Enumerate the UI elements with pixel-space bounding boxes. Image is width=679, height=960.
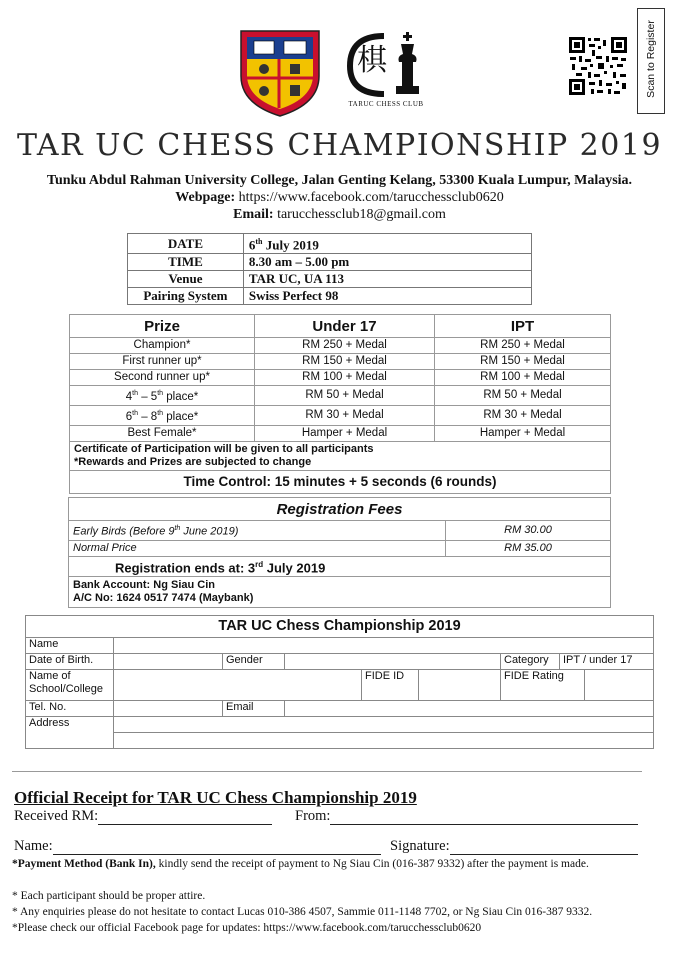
- prize-notes-row: [70, 441, 611, 470]
- registration-ends-row: [69, 556, 611, 576]
- scan-to-register-label: Scan to Register: [645, 20, 657, 98]
- table-row: [70, 405, 611, 425]
- prize-col-header: Prize: [70, 315, 255, 338]
- dob-label: Date of Birth.: [26, 654, 114, 670]
- form-row-dob: [26, 654, 654, 670]
- event-row-time: [128, 254, 532, 271]
- cut-line: [12, 771, 642, 772]
- name-label: Name: [26, 638, 114, 654]
- gender-field[interactable]: [285, 654, 501, 670]
- event-info-table: [127, 233, 532, 305]
- table-row: [70, 354, 611, 370]
- prize-under17: RM 50 + Medal: [255, 386, 435, 406]
- webpage-label: Webpage:: [175, 190, 236, 205]
- prize-ipt: RM 50 + Medal: [435, 386, 611, 406]
- table-row: [69, 521, 611, 541]
- signature-field[interactable]: [450, 840, 638, 855]
- webpage-link[interactable]: https://www.facebook.com/tarucchessclub0620: [238, 190, 504, 205]
- date-label: DATE: [128, 234, 244, 254]
- normal-price: RM 35.00: [446, 540, 611, 556]
- email-link[interactable]: tarucchessclub18@gmail.com: [277, 207, 446, 222]
- registration-form: [25, 615, 654, 749]
- webpage-line: [0, 190, 679, 206]
- time-label: TIME: [128, 254, 244, 271]
- prize-name: 4th – 5th place*: [70, 386, 255, 406]
- rewards-note: *Rewards and Prizes are subjected to change: [74, 455, 312, 468]
- prize-name: Second runner up*: [70, 370, 255, 386]
- event-row-date: [128, 234, 532, 254]
- time-control-row: [70, 470, 611, 493]
- form-row-address: [26, 717, 654, 733]
- email-field[interactable]: [285, 701, 654, 717]
- prize-ipt: RM 100 + Medal: [435, 370, 611, 386]
- address-label: Address: [26, 717, 114, 749]
- name-field[interactable]: [114, 638, 654, 654]
- form-row-school: [26, 670, 654, 701]
- prize-name: 6th – 8th place*: [70, 405, 255, 425]
- pairing-label: Pairing System: [128, 288, 244, 305]
- category-field[interactable]: IPT / under 17: [560, 654, 654, 670]
- prize-notes: [70, 441, 611, 470]
- from-row: [295, 808, 638, 825]
- date-value: 6th July 2019: [243, 234, 531, 254]
- from-label: From:: [295, 808, 331, 824]
- early-bird-price: RM 30.00: [446, 521, 611, 541]
- enquiries-note: * Any enquiries please do not hesitate to contact Lucas 010-386 4507, Sammie 011-1148 7702, or Ng Siau Cin 016-387 9332.: [12, 906, 593, 918]
- prize-name: Champion*: [70, 338, 255, 354]
- email-label: Email:: [233, 207, 274, 222]
- time-control: Time Control: 15 minutes + 5 seconds (6 rounds): [70, 470, 611, 493]
- prize-ipt: RM 30 + Medal: [435, 405, 611, 425]
- payment-method-text: kindly send the receipt of payment to Ng Siau Cin (016-387 9332) after the payment is made.: [155, 858, 589, 870]
- table-row: [70, 370, 611, 386]
- fide-rating-field[interactable]: [585, 670, 654, 701]
- prize-under17: RM 30 + Medal: [255, 405, 435, 425]
- table-row: [70, 386, 611, 406]
- received-row: [14, 808, 272, 825]
- certificate-note: Certificate of Participation will be given to all participants: [74, 442, 374, 455]
- prize-name: Best Female*: [70, 425, 255, 441]
- fees-header-row: [69, 498, 611, 521]
- prize-under17: Hamper + Medal: [255, 425, 435, 441]
- address: Tunku Abdul Rahman University College, Jalan Genting Kelang, 53300 Kuala Lumpur, Malaysia.: [46, 173, 633, 188]
- form-row-tel: [26, 701, 654, 717]
- prize-under17: RM 150 + Medal: [255, 354, 435, 370]
- table-row: [70, 425, 611, 441]
- from-field[interactable]: [330, 810, 638, 825]
- school-label: Name of School/College: [26, 670, 114, 701]
- club-caption: TARUC CHESS CLUB: [348, 100, 424, 108]
- form-row-name: [26, 638, 654, 654]
- fide-id-label: FIDE ID: [362, 670, 419, 701]
- payment-note: [12, 857, 662, 872]
- address-field-1[interactable]: [114, 717, 654, 733]
- email-label: Email: [223, 701, 285, 717]
- category-label: Category: [501, 654, 560, 670]
- form-title-row: [26, 616, 654, 638]
- venue-label: Venue: [128, 271, 244, 288]
- prize-header-row: [70, 315, 611, 338]
- prize-ipt: RM 150 + Medal: [435, 354, 611, 370]
- gender-label: Gender: [223, 654, 285, 670]
- prize-table: [69, 314, 611, 494]
- club-glyph: 棋: [357, 43, 387, 78]
- received-label: Received RM:: [14, 808, 99, 824]
- time-value: 8.30 am – 5.00 pm: [243, 254, 531, 271]
- payment-method-label: *Payment Method (Bank In),: [12, 858, 156, 870]
- bank-account: Bank Account: Ng Siau Cin: [73, 578, 215, 591]
- table-row: [69, 540, 611, 556]
- receipt-name-field[interactable]: [53, 840, 381, 855]
- account-number: A/C No: 1624 0517 7474 (Maybank): [73, 591, 254, 604]
- fees-title: Registration Fees: [69, 498, 611, 521]
- dob-field[interactable]: [114, 654, 223, 670]
- event-row-venue: [128, 271, 532, 288]
- prize-name: First runner up*: [70, 354, 255, 370]
- received-field[interactable]: [98, 810, 272, 825]
- venue-value: TAR UC, UA 113: [243, 271, 531, 288]
- prize-under17: RM 100 + Medal: [255, 370, 435, 386]
- normal-price-label: Normal Price: [69, 540, 446, 556]
- registration-ends: Registration ends at: 3rd July 2019: [69, 556, 611, 576]
- prize-under17: RM 250 + Medal: [255, 338, 435, 354]
- fide-id-field[interactable]: [419, 670, 501, 701]
- email-line: [0, 207, 679, 223]
- receipt-title: Official Receipt for TAR UC Chess Championship 2019: [14, 788, 417, 807]
- signature-row: [390, 838, 638, 855]
- form-row-address-2: [26, 733, 654, 749]
- form-title: TAR UC Chess Championship 2019: [26, 616, 654, 638]
- prize-ipt: Hamper + Medal: [435, 425, 611, 441]
- pairing-value: Swiss Perfect 98: [243, 288, 531, 305]
- under17-col-header: Under 17: [255, 315, 435, 338]
- fide-rating-label: FIDE Rating: [501, 670, 585, 701]
- prize-ipt: RM 250 + Medal: [435, 338, 611, 354]
- early-bird-label: Early Birds (Before 9th June 2019): [69, 521, 446, 541]
- bank-details: [69, 576, 611, 607]
- scan-to-register-box[interactable]: [637, 8, 665, 114]
- name-row: [14, 838, 381, 855]
- address-field-2[interactable]: [114, 733, 654, 749]
- signature-label: Signature:: [390, 838, 450, 854]
- page-title: TAR UC CHESS CHAMPIONSHIP 2019: [16, 128, 663, 163]
- tel-label: Tel. No.: [26, 701, 114, 717]
- school-field[interactable]: [114, 670, 362, 701]
- university-crest: [238, 28, 322, 118]
- event-row-pairing: [128, 288, 532, 305]
- receipt-name-label: Name:: [14, 838, 53, 854]
- ipt-col-header: IPT: [435, 315, 611, 338]
- qr-code[interactable]: [568, 36, 628, 96]
- facebook-note: *Please check our official Facebook page for updates: https://www.facebook.com/tarucchessclub0620: [12, 922, 482, 934]
- tel-field[interactable]: [114, 701, 223, 717]
- chess-club-logo: [344, 30, 428, 112]
- table-row: [70, 338, 611, 354]
- registration-fees-table: [68, 497, 611, 608]
- bank-row: [69, 576, 611, 607]
- attire-note: * Each participant should be proper attire.: [12, 890, 206, 902]
